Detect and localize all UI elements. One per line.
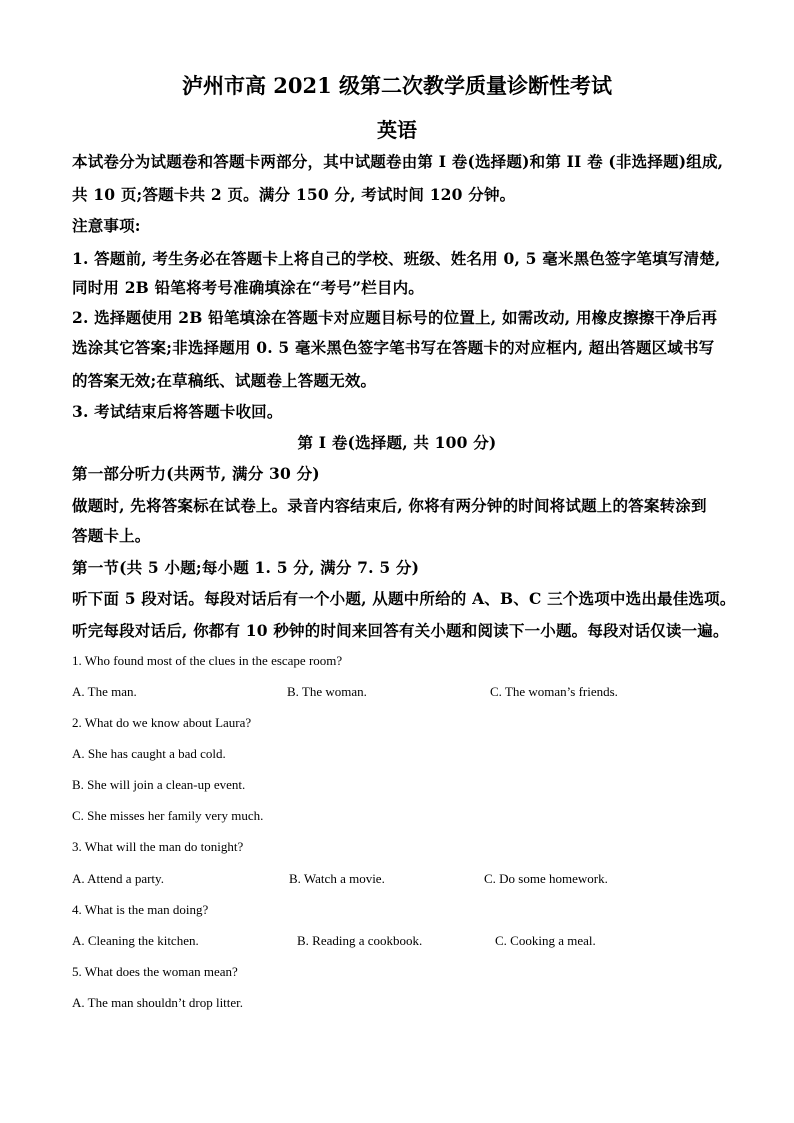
- intro-line: 共 10 页;答题卡共 2 页。满分 150 分, 考试时间 120 分钟。: [72, 185, 516, 204]
- subsection-instructions: 听下面 5 段对话。每段对话后有一个小题, 从题中所给的 A、B、C 三个选项中选出最佳选项。: [72, 589, 736, 608]
- question-3: 3. What will the man do tonight?: [72, 839, 244, 854]
- note-2-cont: 的答案无效;在草稿纸、试题卷上答题无效。: [72, 371, 377, 390]
- option-b: B. She will join a clean-up event.: [72, 777, 246, 792]
- part-heading: 第一部分听力(共两节, 满分 30 分): [72, 464, 320, 483]
- note-1-cont: 同时用 2B 铅笔将考号准确填涂在“考号”栏目内。: [72, 278, 425, 297]
- note-1: 1. 答题前, 考生务必在答题卡上将自己的学校、班级、姓名用 0, 5 毫米黑色签字笔填写清楚,: [72, 249, 721, 268]
- question-2: 2. What do we know about Laura?: [72, 715, 252, 730]
- option-a: A. The man.: [72, 684, 137, 699]
- note-2-cont: 选涂其它答案;非选择题用 0. 5 毫米黑色签字笔书写在答题卡的对应框内, 超出答题区域书写: [72, 338, 715, 357]
- option-c: C. She misses her family very much.: [72, 808, 264, 823]
- option-a: A. She has caught a bad cold.: [72, 746, 226, 761]
- exam-title: 泸州市高 2021 级第二次教学质量诊断性考试: [181, 73, 613, 98]
- option-c: C. Cooking a meal.: [495, 933, 596, 948]
- option-b: B. Watch a movie.: [289, 871, 385, 886]
- notes-heading: 注意事项:: [72, 216, 141, 235]
- question-1: 1. Who found most of the clues in the escape room?: [72, 653, 343, 668]
- option-a: A. Cleaning the kitchen.: [72, 933, 199, 948]
- option-c: C. Do some homework.: [484, 871, 608, 886]
- intro-line: 本试卷分为试题卷和答题卡两部分，其中试题卷由第 I 卷(选择题)和第 II 卷 (非选择题)组成,: [72, 152, 724, 171]
- option-a: A. The man shouldn’t drop litter.: [72, 995, 244, 1010]
- note-3: 3. 考试结束后将答题卡收回。: [72, 402, 283, 421]
- subsection-heading: 第一节(共 5 小题;每小题 1. 5 分, 满分 7. 5 分): [72, 558, 420, 577]
- part-instructions: 做题时, 先将答案标在试卷上。录音内容结束后, 你将有两分钟的时间将试题上的答案转涂到: [72, 496, 707, 515]
- section-title: 第 I 卷(选择题, 共 100 分): [297, 433, 497, 452]
- option-a: A. Attend a party.: [72, 871, 164, 886]
- option-b: B. The woman.: [287, 684, 367, 699]
- option-b: B. Reading a cookbook.: [297, 933, 423, 948]
- note-2: 2. 选择题使用 2B 铅笔填涂在答题卡对应题目标号的位置上, 如需改动, 用橡皮擦擦干净后再: [72, 308, 718, 327]
- subsection-instructions: 听完每段对话后, 你都有 10 秒钟的时间来回答有关小题和阅读下一小题。每段对话仅读一遍。: [72, 621, 729, 640]
- question-4: 4. What is the man doing?: [72, 902, 209, 917]
- subject-title: 英语: [377, 118, 417, 142]
- option-c: C. The woman’s friends.: [490, 684, 618, 699]
- question-5: 5. What does the woman mean?: [72, 964, 238, 979]
- part-instructions: 答题卡上。: [72, 526, 151, 545]
